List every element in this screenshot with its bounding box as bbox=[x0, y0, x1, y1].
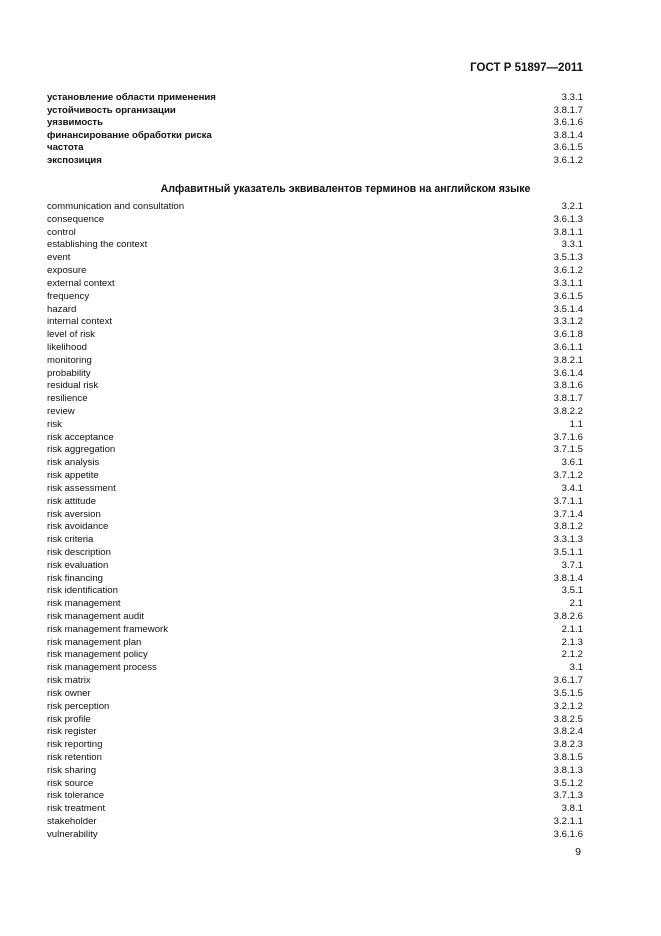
index-reference: 3.6.1.5 bbox=[553, 290, 583, 302]
index-term: likelihood bbox=[47, 341, 88, 353]
index-entry bbox=[47, 355, 583, 368]
index-reference: 3.8.2.1 bbox=[553, 354, 583, 366]
index-reference: 3.8.1.6 bbox=[553, 380, 583, 392]
index-term: risk reporting bbox=[47, 739, 103, 751]
index-reference: 3.8.2.2 bbox=[553, 406, 583, 417]
index-reference: 3.3.1 bbox=[561, 92, 583, 103]
index-term: risk aggregation bbox=[47, 444, 116, 456]
index-reference: 3.6.1.6 bbox=[553, 828, 583, 840]
index-term: resilience bbox=[47, 393, 88, 405]
index-term: уязвимость bbox=[47, 117, 104, 129]
russian-terms-index bbox=[47, 92, 583, 168]
index-term: risk identification bbox=[47, 585, 118, 597]
index-entry bbox=[47, 778, 583, 791]
index-entry bbox=[47, 316, 583, 329]
index-term: risk avoidance bbox=[47, 521, 109, 533]
index-reference: 3.5.1.5 bbox=[553, 687, 583, 699]
index-entry bbox=[47, 483, 583, 496]
index-entry bbox=[47, 598, 583, 611]
index-entry bbox=[47, 457, 583, 470]
index-entry bbox=[47, 444, 583, 457]
index-entry bbox=[47, 329, 583, 342]
index-reference: 3.5.1.2 bbox=[553, 777, 583, 789]
index-entry bbox=[47, 227, 583, 240]
index-entry bbox=[47, 117, 583, 130]
index-entry bbox=[47, 816, 583, 829]
index-entry bbox=[47, 342, 583, 355]
index-reference: 3.7.1 bbox=[561, 559, 583, 571]
index-term: risk aversion bbox=[47, 508, 101, 520]
index-term: risk treatment bbox=[47, 803, 106, 815]
index-term: risk management bbox=[47, 598, 121, 610]
index-entry bbox=[47, 790, 583, 803]
index-term: risk sharing bbox=[47, 764, 97, 776]
index-term: external context bbox=[47, 277, 115, 289]
index-entry bbox=[47, 239, 583, 252]
index-entry bbox=[47, 291, 583, 304]
index-entry bbox=[47, 739, 583, 752]
index-term: stakeholder bbox=[47, 816, 97, 827]
index-reference: 3.5.1.3 bbox=[553, 252, 583, 264]
index-term: review bbox=[47, 406, 75, 417]
index-entry bbox=[47, 214, 583, 227]
index-entry bbox=[47, 675, 583, 688]
index-reference: 2.1 bbox=[569, 598, 583, 610]
index-term: risk register bbox=[47, 726, 97, 738]
index-term: internal context bbox=[47, 316, 113, 328]
index-reference: 3.6.1.6 bbox=[553, 117, 583, 129]
index-reference: 3.7.1.5 bbox=[553, 444, 583, 456]
index-entry bbox=[47, 368, 583, 381]
index-reference: 3.8.2.5 bbox=[553, 713, 583, 725]
index-term: risk appetite bbox=[47, 470, 99, 482]
index-reference: 3.8.2.4 bbox=[553, 726, 583, 738]
index-entry bbox=[47, 649, 583, 662]
index-term: risk evaluation bbox=[47, 559, 109, 571]
index-entry bbox=[47, 688, 583, 701]
index-entry bbox=[47, 278, 583, 291]
index-reference: 3.6.1 bbox=[561, 457, 583, 469]
index-term: frequency bbox=[47, 290, 90, 302]
index-reference: 3.8.2.6 bbox=[553, 611, 583, 622]
index-reference: 2.1.3 bbox=[561, 636, 583, 648]
index-term: risk perception bbox=[47, 700, 110, 712]
index-term: risk analysis bbox=[47, 457, 100, 469]
index-entry bbox=[47, 393, 583, 406]
index-term: risk acceptance bbox=[47, 431, 114, 443]
index-reference: 3.5.1.1 bbox=[553, 546, 583, 558]
index-term: establishing the context bbox=[47, 239, 148, 251]
index-reference: 3.8.1.5 bbox=[553, 751, 583, 763]
index-term: risk attitude bbox=[47, 495, 97, 507]
index-term: устойчивость организации bbox=[47, 104, 176, 116]
index-entry bbox=[47, 765, 583, 778]
index-reference: 3.6.1.3 bbox=[553, 213, 583, 225]
index-entry bbox=[47, 829, 583, 842]
index-entry bbox=[47, 534, 583, 547]
index-term: risk owner bbox=[47, 687, 91, 699]
index-term: risk tolerance bbox=[47, 790, 105, 802]
index-entry bbox=[47, 560, 583, 573]
index-reference: 3.8.1.3 bbox=[553, 764, 583, 776]
index-reference: 3.3.1.2 bbox=[553, 316, 583, 328]
index-entry bbox=[47, 432, 583, 445]
index-entry bbox=[47, 547, 583, 560]
index-entry bbox=[47, 714, 583, 727]
index-reference: 3.6.1.2 bbox=[553, 154, 583, 166]
index-reference: 3.7.1.1 bbox=[553, 495, 583, 507]
index-term: risk assessment bbox=[47, 482, 116, 494]
index-entry bbox=[47, 726, 583, 739]
index-reference: 3.6.1.1 bbox=[553, 341, 583, 353]
index-entry bbox=[47, 304, 583, 317]
index-entry bbox=[47, 105, 583, 118]
index-entry bbox=[47, 637, 583, 650]
index-term: risk management audit bbox=[47, 611, 145, 622]
index-term: hazard bbox=[47, 303, 77, 315]
english-terms-index bbox=[47, 201, 583, 842]
index-entry bbox=[47, 803, 583, 816]
index-entry bbox=[47, 573, 583, 586]
index-entry bbox=[47, 406, 583, 419]
index-term: risk source bbox=[47, 777, 94, 789]
index-entry bbox=[47, 252, 583, 265]
index-term: level of risk bbox=[47, 329, 95, 341]
index-entry bbox=[47, 265, 583, 278]
index-reference: 3.7.1.3 bbox=[553, 790, 583, 802]
index-reference: 3.2.1 bbox=[561, 201, 583, 212]
index-term: установление области применения bbox=[47, 92, 216, 103]
index-term: risk matrix bbox=[47, 675, 91, 687]
index-reference: 3.8.1.7 bbox=[553, 104, 583, 116]
index-reference: 3.6.1.7 bbox=[553, 675, 583, 687]
index-term: monitoring bbox=[47, 354, 92, 366]
index-term: exposure bbox=[47, 265, 87, 277]
index-reference: 3.3.1.1 bbox=[553, 277, 583, 289]
index-entry bbox=[47, 752, 583, 765]
index-reference: 3.8.1.4 bbox=[553, 129, 583, 141]
section-title-text: Алфавитный указатель эквивалентов терминов на английском языке bbox=[160, 183, 531, 195]
index-entry bbox=[47, 142, 583, 155]
index-reference: 3.2.1.1 bbox=[553, 816, 583, 827]
index-reference: 3.1 bbox=[569, 662, 583, 674]
index-entry bbox=[47, 155, 583, 168]
index-term: residual risk bbox=[47, 380, 99, 392]
index-entry bbox=[47, 701, 583, 714]
index-entry bbox=[47, 509, 583, 522]
document-header: ГОСТ Р 51897—2011 bbox=[470, 62, 583, 74]
index-reference: 1.1 bbox=[569, 418, 583, 430]
index-reference: 3.6.1.2 bbox=[553, 265, 583, 277]
index-reference: 3.7.1.4 bbox=[553, 508, 583, 520]
index-term: risk management policy bbox=[47, 649, 148, 661]
index-reference: 3.8.1.2 bbox=[553, 521, 583, 533]
index-term: risk management plan bbox=[47, 636, 142, 648]
index-entry bbox=[47, 585, 583, 598]
index-reference: 3.5.1.4 bbox=[553, 303, 583, 315]
index-entry bbox=[47, 611, 583, 624]
index-reference: 3.3.1.3 bbox=[553, 534, 583, 546]
index-term: risk retention bbox=[47, 751, 102, 763]
index-entry bbox=[47, 470, 583, 483]
index-reference: 3.8.2.3 bbox=[553, 739, 583, 751]
index-reference: 3.3.1 bbox=[561, 239, 583, 251]
index-reference: 3.8.1.4 bbox=[553, 572, 583, 584]
index-reference: 3.6.1.5 bbox=[553, 142, 583, 154]
index-term: vulnerability bbox=[47, 828, 98, 840]
index-term: probability bbox=[47, 367, 91, 379]
index-term: экспозиция bbox=[47, 154, 102, 166]
index-reference: 3.8.1.1 bbox=[553, 226, 583, 238]
index-term: control bbox=[47, 226, 76, 238]
index-term: risk bbox=[47, 418, 62, 430]
index-reference: 3.6.1.4 bbox=[553, 367, 583, 379]
index-term: risk management process bbox=[47, 662, 157, 674]
index-term: consequence bbox=[47, 213, 105, 225]
index-term: risk description bbox=[47, 546, 111, 558]
index-entry bbox=[47, 662, 583, 675]
index-reference: 3.7.1.6 bbox=[553, 431, 583, 443]
index-entry bbox=[47, 496, 583, 509]
index-reference: 3.6.1.8 bbox=[553, 329, 583, 341]
index-reference: 3.2.1.2 bbox=[553, 700, 583, 712]
section-title bbox=[0, 183, 661, 195]
index-entry bbox=[47, 419, 583, 432]
index-entry bbox=[47, 624, 583, 637]
index-term: финансирование обработки риска bbox=[47, 129, 212, 141]
index-reference: 3.8.1.7 bbox=[553, 393, 583, 405]
index-term: risk profile bbox=[47, 713, 91, 725]
index-reference: 2.1.2 bbox=[561, 649, 583, 661]
index-entry bbox=[47, 130, 583, 143]
index-entry bbox=[47, 380, 583, 393]
index-entry bbox=[47, 92, 583, 105]
index-term: risk criteria bbox=[47, 534, 94, 546]
index-reference: 3.4.1 bbox=[561, 482, 583, 494]
index-reference: 3.7.1.2 bbox=[553, 470, 583, 482]
index-reference: 3.5.1 bbox=[561, 585, 583, 597]
page-number: 9 bbox=[575, 846, 581, 858]
index-term: event bbox=[47, 252, 71, 264]
index-term: communication and consultation bbox=[47, 201, 185, 212]
index-entry bbox=[47, 201, 583, 214]
index-term: risk financing bbox=[47, 572, 103, 584]
index-term: risk management framework bbox=[47, 623, 169, 635]
index-term: частота bbox=[47, 142, 84, 154]
index-reference: 2.1.1 bbox=[561, 623, 583, 635]
index-reference: 3.8.1 bbox=[561, 803, 583, 815]
index-entry bbox=[47, 521, 583, 534]
